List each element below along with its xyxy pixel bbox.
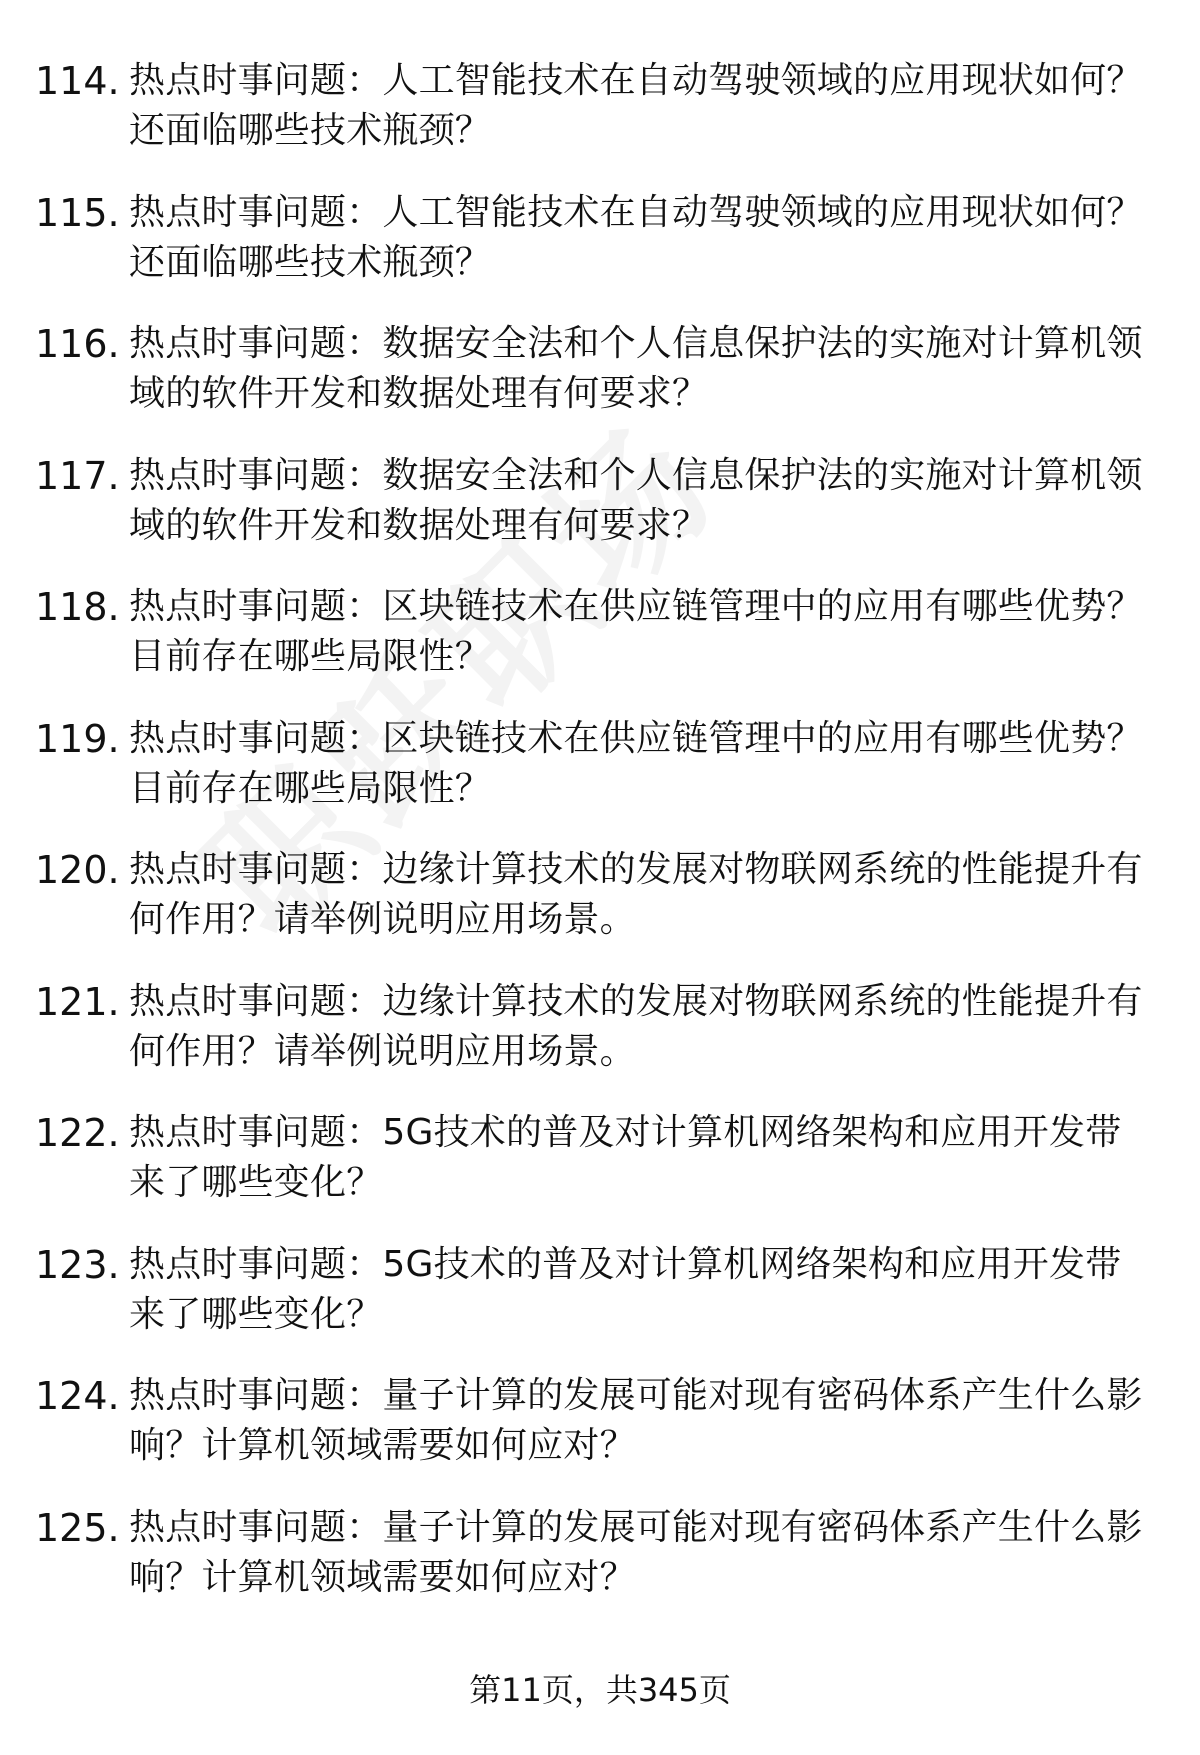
question-item (0, 451, 1200, 583)
question-text: 热点时事问题：人工智能技术在自动驾驶领域的应用现状如何？还面临哪些技术瓶颈？ (129, 191, 1143, 283)
question-number: 122. (35, 1111, 120, 1155)
question-text: 热点时事问题：量子计算的发展可能对现有密码体系产生什么影响？计算机领域需要如何应对？ (129, 1375, 1143, 1466)
question-item (0, 188, 1200, 320)
question-number: 119. (35, 716, 120, 761)
question-text: 热点时事问题：区块链技术在供应链管理中的应用有哪些优势？目前存在哪些局限性？ (129, 586, 1143, 677)
question-item (0, 319, 1200, 451)
question-list (0, 56, 1200, 1634)
question-item (0, 977, 1200, 1109)
question-text: 热点时事问题：人工智能技术在自动驾驶领域的应用现状如何？还面临哪些技术瓶颈？ (129, 60, 1143, 151)
question-item (0, 845, 1200, 977)
question-number: 115. (35, 190, 120, 235)
question-text: 热点时事问题：数据安全法和个人信息保护法的实施对计算机领域的软件开发和数据处理有何要求？ (129, 323, 1143, 414)
question-number: 118. (35, 585, 120, 629)
question-text: 热点时事问题：5G技术的普及对计算机网络架构和应用开发带来了哪些变化？ (129, 1243, 1122, 1335)
question-item (0, 1240, 1200, 1372)
question-text: 热点时事问题：量子计算的发展可能对现有密码体系产生什么影响？计算机领域需要如何应对？ (129, 1506, 1143, 1598)
question-text: 热点时事问题：5G技术的普及对计算机网络架构和应用开发带来了哪些变化？ (129, 1112, 1122, 1203)
question-item (0, 1108, 1200, 1240)
question-number: 120. (35, 848, 120, 892)
question-item (0, 582, 1200, 714)
page-footer (0, 1668, 1200, 1712)
question-item (0, 1371, 1200, 1503)
question-item (0, 56, 1200, 188)
question-number: 116. (35, 322, 120, 366)
question-number: 124. (35, 1374, 120, 1418)
question-text: 热点时事问题：区块链技术在供应链管理中的应用有哪些优势？目前存在哪些局限性？ (129, 717, 1143, 809)
question-text: 热点时事问题：数据安全法和个人信息保护法的实施对计算机领域的软件开发和数据处理有何要求？ (129, 454, 1143, 546)
question-text: 热点时事问题：边缘计算技术的发展对物联网系统的性能提升有何作用？请举例说明应用场景。 (129, 849, 1143, 940)
question-number: 125. (35, 1505, 120, 1550)
question-number: 114. (35, 59, 120, 103)
question-item (0, 1503, 1200, 1635)
question-text: 热点时事问题：边缘计算技术的发展对物联网系统的性能提升有何作用？请举例说明应用场景。 (129, 980, 1143, 1072)
page-number-label: 第11页，共345页 (469, 1671, 731, 1709)
question-item (0, 714, 1200, 846)
question-number: 117. (35, 453, 120, 498)
question-number: 123. (35, 1242, 120, 1287)
question-number: 121. (35, 979, 120, 1024)
